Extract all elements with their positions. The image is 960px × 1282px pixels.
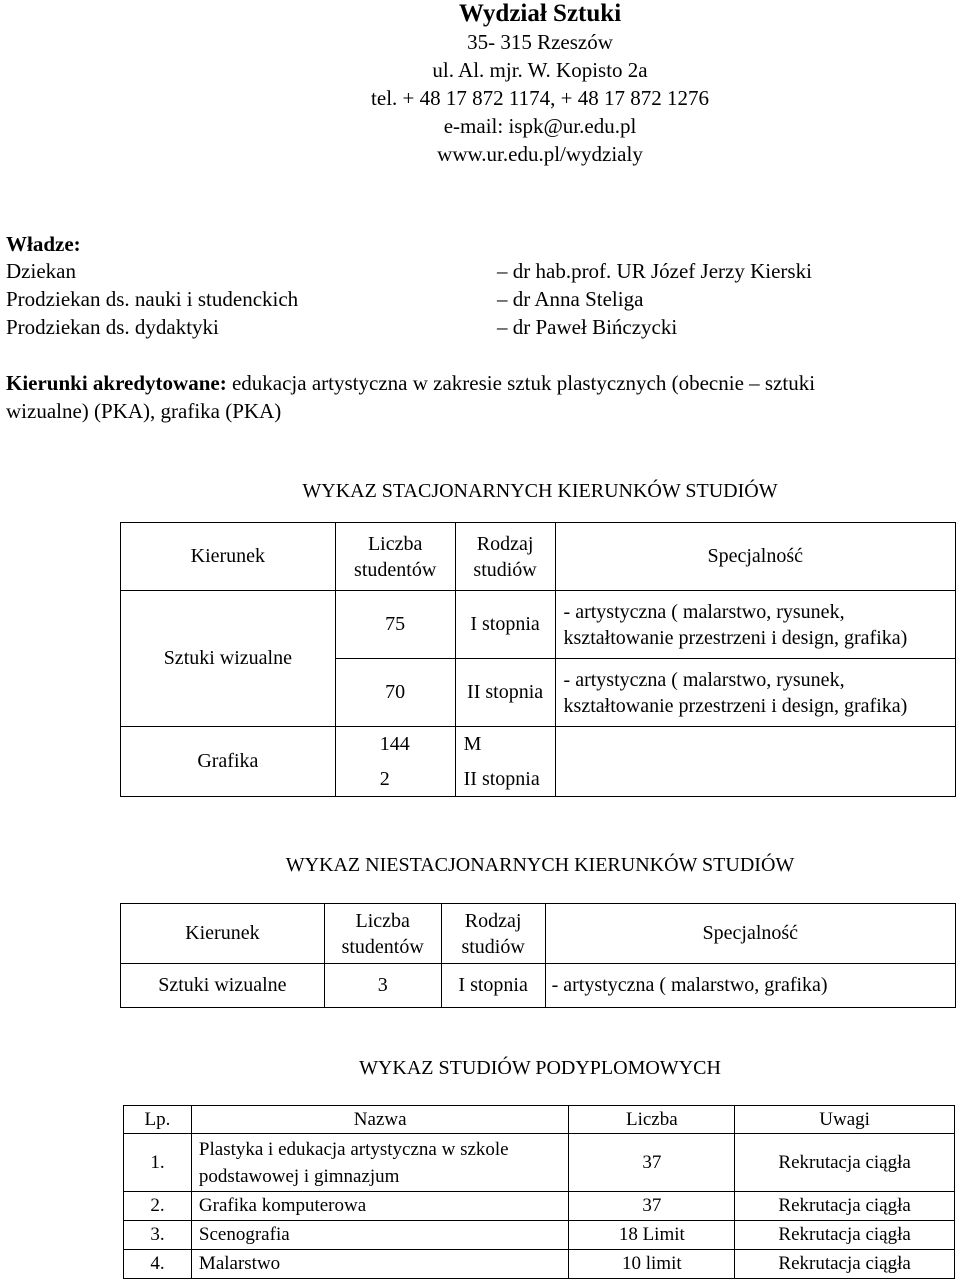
nazwa-cell: Scenografia	[191, 1221, 569, 1250]
header-liczba: Liczba studentów	[324, 904, 441, 964]
count-cell: 2	[335, 763, 455, 797]
kierunek-cell: Sztuki wizualne	[121, 964, 325, 1008]
kierunek-cell: Sztuki wizualne	[121, 591, 336, 727]
authority-name: – dr hab.prof. UR Józef Jerzy Kierski	[497, 259, 812, 283]
type-cell: I stopnia	[441, 964, 545, 1008]
email-line: e-mail: ispk@ur.edu.pl	[443, 114, 637, 138]
header-nazwa: Nazwa	[191, 1106, 569, 1134]
uwagi-cell: Rekrutacja ciągła	[735, 1250, 955, 1279]
table-row	[124, 1221, 955, 1250]
table-row	[124, 1134, 955, 1192]
authority-role: Dziekan	[6, 259, 76, 283]
accredited-label: Kierunki akredytowane:	[6, 371, 227, 395]
table-row	[124, 1192, 955, 1221]
type-cell: II stopnia	[455, 659, 555, 727]
authority-role: Prodziekan ds. nauki i studenckich	[6, 287, 299, 311]
header-kierunek: Kierunek	[121, 523, 336, 591]
table-header-row	[124, 1106, 955, 1134]
accredited-line-2: wizualne) (PKA), grafika (PKA)	[6, 399, 282, 423]
liczba-cell: 10 limit	[569, 1250, 735, 1279]
lp-cell: 2.	[124, 1192, 192, 1221]
nazwa-cell: Malarstwo	[191, 1250, 569, 1279]
accredited-text: edukacja artystyczna w zakresie sztuk plastycznych (obecnie – sztuki	[226, 371, 816, 395]
lp-cell: 3.	[124, 1221, 192, 1250]
accredited-line-1	[6, 371, 956, 396]
spec-cell: - artystyczna ( malarstwo, rysunek, kształtowanie przestrzeni i design, grafika)	[555, 591, 955, 659]
count-cell: 3	[324, 964, 441, 1008]
table-row	[121, 727, 956, 763]
street-line: ul. Al. mjr. W. Kopisto 2a	[432, 58, 648, 82]
header-rodzaj: Rodzaj studiów	[441, 904, 545, 964]
lp-cell: 1.	[124, 1134, 192, 1192]
postgrad-table	[123, 1105, 955, 1279]
part-time-table	[120, 903, 956, 1008]
spec-cell-empty	[555, 727, 955, 797]
table-row	[124, 1250, 955, 1279]
authority-role: Prodziekan ds. dydaktyki	[6, 315, 219, 339]
type-cell: I stopnia	[455, 591, 555, 659]
nazwa-cell: Plastyka i edukacja artystyczna w szkole podstawowej i gimnazjum	[191, 1134, 569, 1192]
count-cell: 70	[335, 659, 455, 727]
type-cell: II stopnia	[455, 763, 555, 797]
spec-cell: - artystyczna ( malarstwo, rysunek, kształtowanie przestrzeni i design, grafika)	[555, 659, 955, 727]
page-title: Wydział Sztuki	[458, 0, 622, 27]
table-header-row	[121, 523, 956, 591]
kierunek-cell: Grafika	[121, 727, 336, 797]
header-specjalnosc: Specjalność	[545, 904, 955, 964]
type-cell: M	[455, 727, 555, 763]
header-kierunek: Kierunek	[121, 904, 325, 964]
authority-name: – dr Paweł Bińczycki	[497, 315, 678, 339]
header-lp: Lp.	[124, 1106, 192, 1134]
header-block	[0, 0, 960, 168]
liczba-cell: 37	[569, 1192, 735, 1221]
authorities-heading: Władze:	[6, 232, 81, 256]
spec-cell: - artystyczna ( malarstwo, grafika)	[545, 964, 955, 1008]
table-header-row	[121, 904, 956, 964]
header-uwagi: Uwagi	[735, 1106, 955, 1134]
uwagi-cell: Rekrutacja ciągła	[735, 1221, 955, 1250]
liczba-cell: 37	[569, 1134, 735, 1192]
authority-name: – dr Anna Steliga	[497, 287, 644, 311]
count-cell: 144	[335, 727, 455, 763]
full-time-table	[120, 522, 956, 797]
nazwa-cell: Grafika komputerowa	[191, 1192, 569, 1221]
header-liczba: Liczba studentów	[335, 523, 455, 591]
uwagi-cell: Rekrutacja ciągła	[735, 1134, 955, 1192]
header-rodzaj: Rodzaj studiów	[455, 523, 555, 591]
count-cell: 75	[335, 591, 455, 659]
address-line: 35- 315 Rzeszów	[467, 30, 613, 54]
full-time-heading: WYKAZ STACJONARNYCH KIERUNKÓW STUDIÓW	[302, 480, 778, 502]
part-time-heading: WYKAZ NIESTACJONARNYCH KIERUNKÓW STUDIÓW	[285, 854, 795, 876]
table-row	[121, 591, 956, 659]
table-row	[121, 964, 956, 1008]
postgrad-heading: WYKAZ STUDIÓW PODYPLOMOWYCH	[359, 1057, 721, 1079]
uwagi-cell: Rekrutacja ciągła	[735, 1192, 955, 1221]
lp-cell: 4.	[124, 1250, 192, 1279]
website-line: www.ur.edu.pl/wydzialy	[437, 142, 643, 166]
header-specjalnosc: Specjalność	[555, 523, 955, 591]
phone-line: tel. + 48 17 872 1174, + 48 17 872 1276	[371, 86, 709, 110]
header-liczba: Liczba	[569, 1106, 735, 1134]
liczba-cell: 18 Limit	[569, 1221, 735, 1250]
